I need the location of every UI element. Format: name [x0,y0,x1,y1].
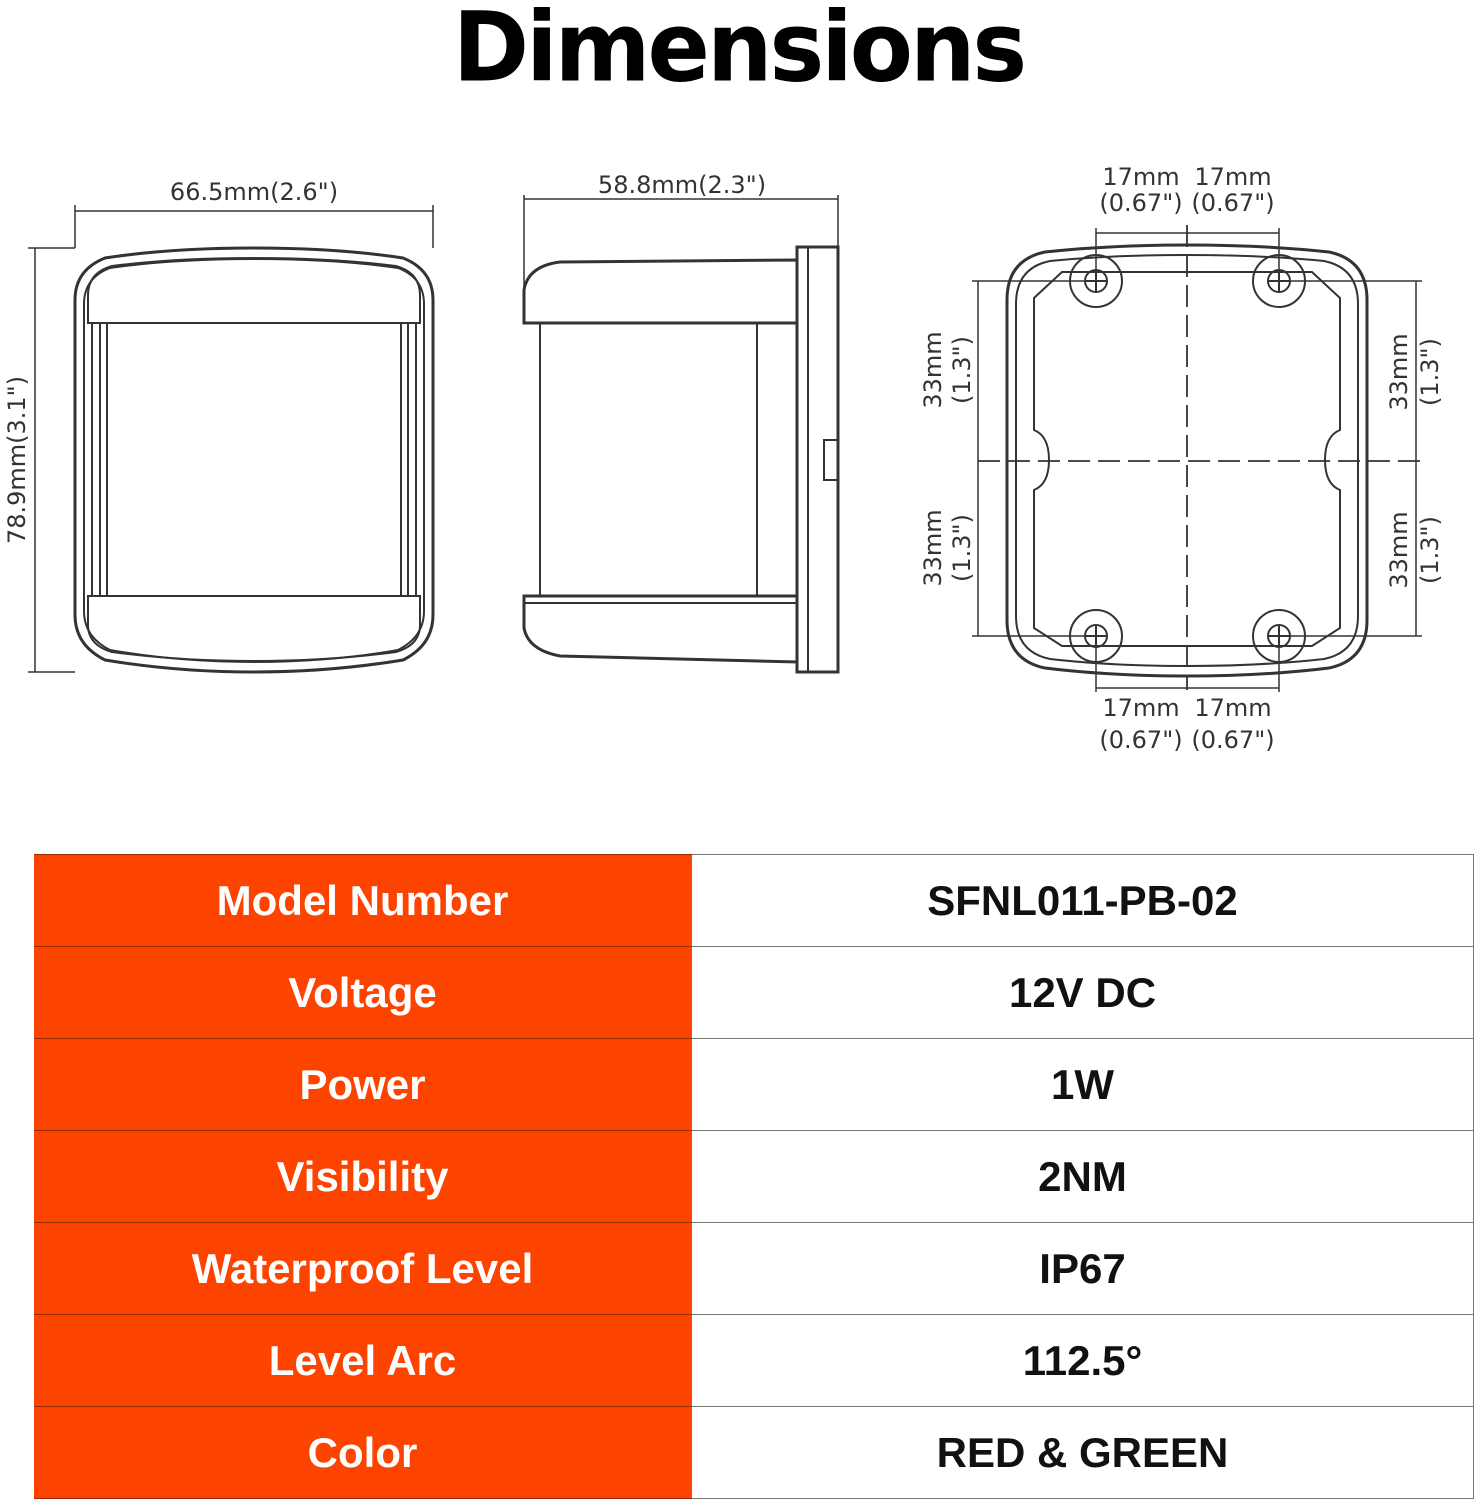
rear-view [972,225,1422,692]
spec-value: 112.5° [692,1315,1474,1407]
front-height-label: 78.9mm(3.1") [3,375,31,545]
spec-value: IP67 [692,1223,1474,1315]
spec-row-level-arc [34,1315,1474,1407]
mount-right-lower-in: (1.3") [1416,516,1444,584]
spec-label: Power [34,1039,692,1131]
front-width-label: 66.5mm(2.6") [169,178,339,206]
mount-bottom-right-in: (0.67") [1191,726,1275,754]
spec-label: Visibility [34,1131,692,1223]
mount-left-upper-mm: 33mm [919,331,947,409]
mount-left-lower-in: (1.3") [948,514,976,582]
spec-row-voltage [34,947,1474,1039]
mount-right-lower-mm: 33mm [1385,511,1413,589]
spec-label: Waterproof Level [34,1223,692,1315]
side-bottom-cap [524,596,797,662]
mount-right-upper-in: (1.3") [1416,338,1444,406]
front-view [28,205,433,672]
spec-row-color [34,1407,1474,1499]
spec-value: RED & GREEN [692,1407,1474,1499]
side-clip [824,440,838,480]
side-body [540,323,797,596]
spec-table [34,854,1474,1499]
mount-bottom-right-mm: 17mm [1194,694,1272,722]
mount-top-right-in: (0.67") [1191,189,1275,217]
mount-top-left-in: (0.67") [1099,189,1183,217]
front-outline [75,248,433,672]
spec-value: 12V DC [692,947,1474,1039]
spec-label: Level Arc [34,1315,692,1407]
spec-value: SFNL011-PB-02 [692,855,1474,947]
front-bottom-cap [88,596,420,661]
mount-left-upper-in: (1.3") [948,336,976,404]
spec-label: Model Number [34,855,692,947]
side-view [524,195,838,672]
side-mount-plate [797,247,838,672]
spec-label: Voltage [34,947,692,1039]
spec-value: 2NM [692,1131,1474,1223]
front-lens [107,323,401,596]
spec-label: Color [34,1407,692,1499]
side-top-cap [524,260,797,323]
mount-bottom-left-in: (0.67") [1099,726,1183,754]
mount-right-upper-mm: 33mm [1385,333,1413,411]
spec-row-visibility [34,1131,1474,1223]
spec-row-waterproof-level [34,1223,1474,1315]
spec-row-power [34,1039,1474,1131]
front-top-cap [88,258,420,323]
page-title: Dimensions [452,0,1025,104]
mount-top-right-mm: 17mm [1194,163,1272,191]
front-inner-outline [84,259,424,662]
spec-row-model-number [34,855,1474,947]
mount-top-left-mm: 17mm [1102,163,1180,191]
side-depth-label: 58.8mm(2.3") [597,171,767,199]
spec-value: 1W [692,1039,1474,1131]
mount-bottom-left-mm: 17mm [1102,694,1180,722]
mount-left-lower-mm: 33mm [919,509,947,587]
